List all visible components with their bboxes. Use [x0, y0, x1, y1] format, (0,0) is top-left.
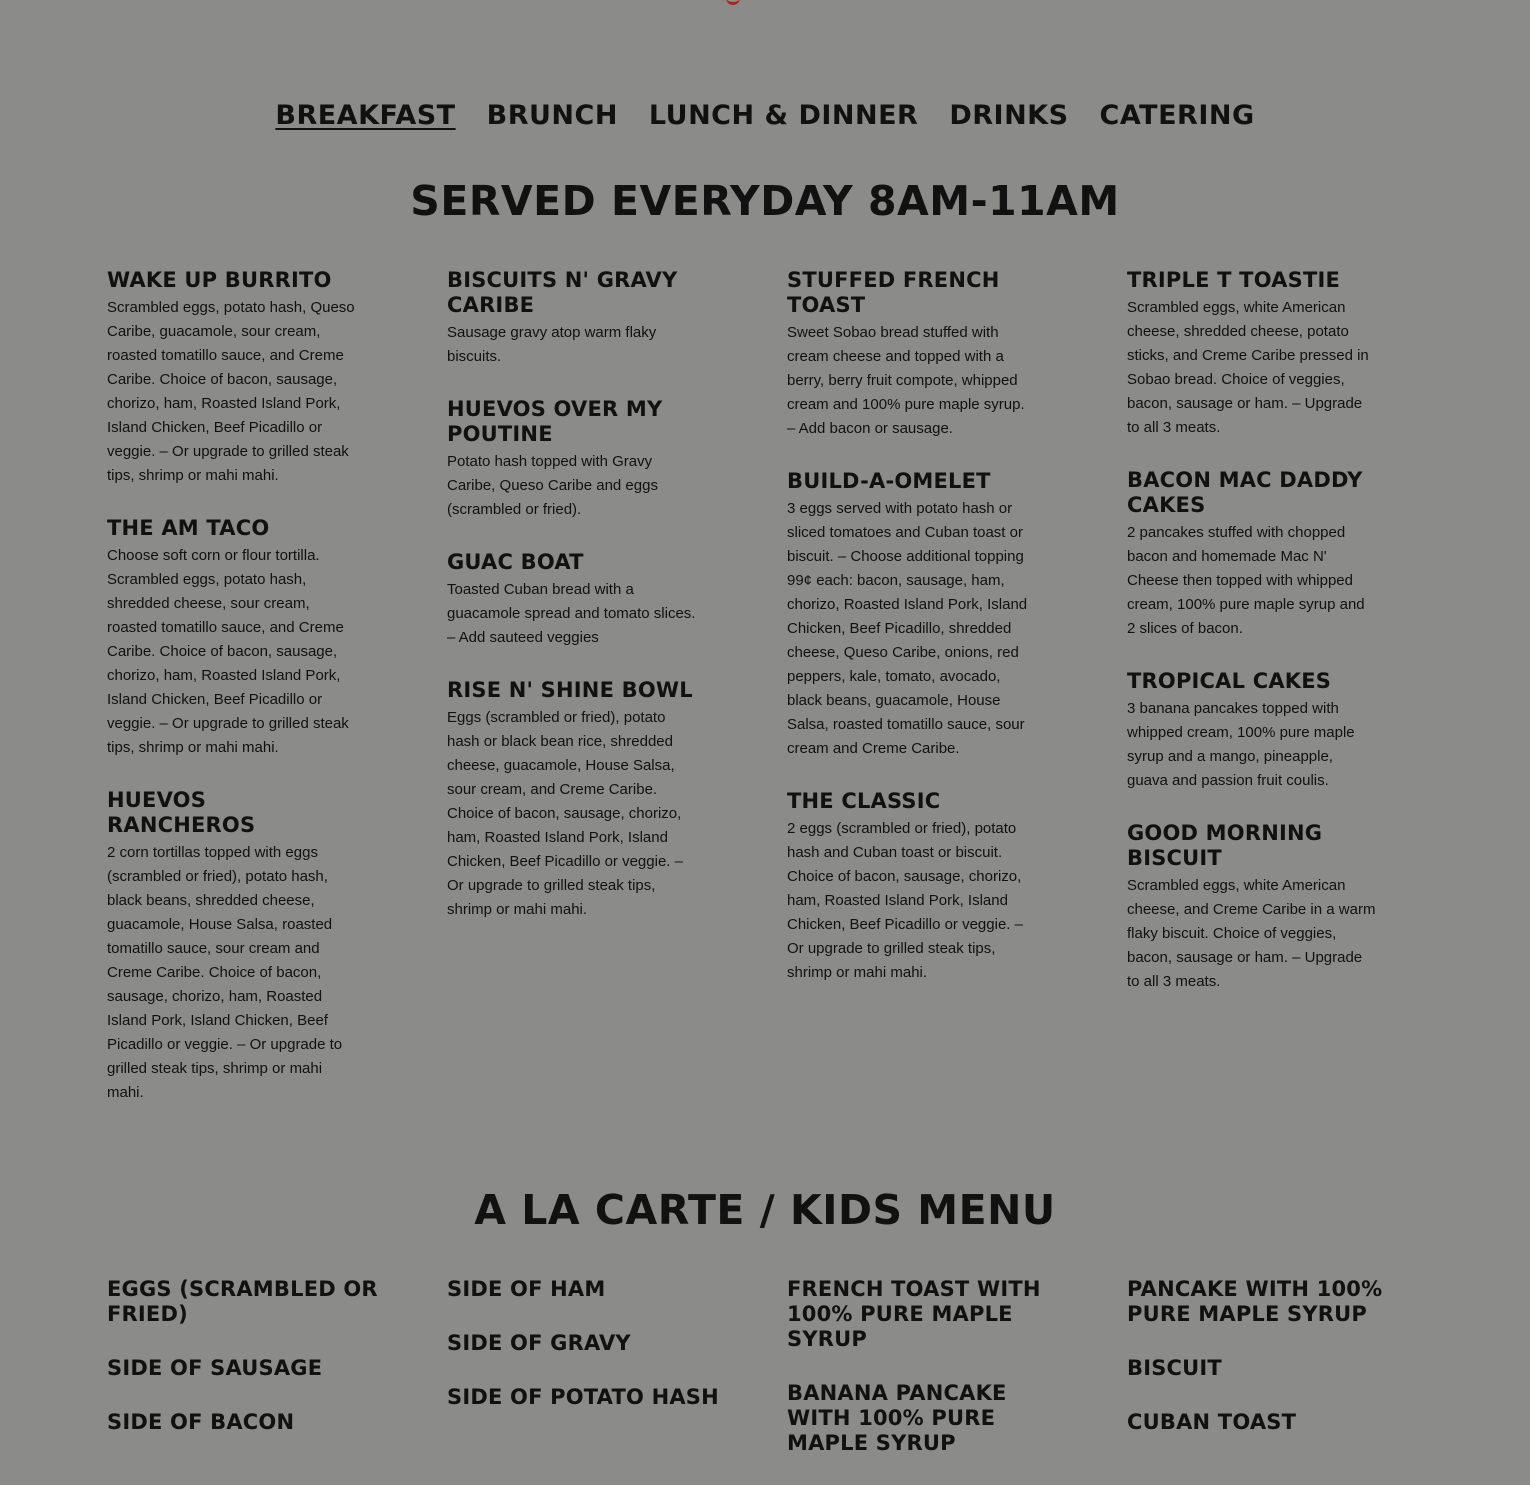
side-item-name: CUBAN TOAST — [1127, 1410, 1297, 1434]
menu-item — [787, 789, 1037, 985]
side-item — [1127, 1410, 1417, 1435]
nav-tab-breakfast[interactable]: BREAKFAST — [275, 100, 456, 131]
menu-item-description: Choose soft corn or flour tortilla. Scrambled eggs, potato hash, shredded cheese, sour cream, roasted tomatillo sauce, and Creme Caribe. Choice of bacon, sausage, chorizo, ham, Roasted Island Pork, Island Chicken, Beef Picadillo or veggie. – Or upgrade to grilled steak tips, shrimp or mahi mahi. — [107, 547, 349, 756]
menu-column — [447, 268, 787, 1133]
side-item — [787, 1277, 1077, 1352]
side-item-name: BISCUIT — [1127, 1356, 1222, 1380]
menu-column — [107, 1277, 447, 1485]
menu-item-name: TRIPLE T TOASTIE — [1127, 268, 1341, 292]
side-item-name: SIDE OF GRAVY — [447, 1331, 631, 1355]
menu-item-name: GOOD MORNING BISCUIT — [1127, 821, 1323, 870]
menu-item-name: HUEVOS OVER MY POUTINE — [447, 397, 663, 446]
menu-item-name: STUFFED FRENCH TOAST — [787, 268, 1000, 317]
menu-item-description: 2 eggs (scrambled or fried), potato hash and Cuban toast or biscuit. Choice of bacon, sausage, chorizo, ham, Roasted Island Pork, Island Chicken, Beef Picadillo or veggie. – Or upgrade to grilled steak tips, shrimp or mahi mahi. — [787, 820, 1023, 981]
menu-item-name: THE AM TACO — [107, 516, 270, 540]
menu-item — [447, 397, 697, 522]
side-item-name: EGGS (SCRAMBLED OR FRIED) — [107, 1277, 378, 1326]
side-item — [447, 1331, 737, 1356]
menu-item-name: RISE N' SHINE BOWL — [447, 678, 693, 702]
menu-item-description: Toasted Cuban bread with a guacamole spread and tomato slices. – Add sauteed veggies — [447, 581, 696, 646]
menu-item-name: WAKE UP BURRITO — [107, 268, 332, 292]
menu-item-name: BISCUITS N' GRAVY CARIBE — [447, 268, 678, 317]
menu-item-description: Sausage gravy atop warm flaky biscuits. — [447, 324, 657, 365]
menu-item — [787, 268, 1037, 441]
menu-item-name: BUILD-A-OMELET — [787, 469, 991, 493]
menu-column — [1127, 1277, 1467, 1485]
nav-tab-catering[interactable]: CATERING — [1099, 100, 1255, 131]
menu-item-name: GUAC BOAT — [447, 550, 584, 574]
menu-column — [447, 1277, 787, 1485]
side-item-name: FRENCH TOAST WITH 100% PURE MAPLE SYRUP — [787, 1277, 1041, 1351]
menu-item — [447, 268, 697, 369]
side-item — [1127, 1356, 1417, 1381]
menu-category-nav — [0, 96, 1530, 136]
a-la-carte-menu-grid — [107, 1277, 1487, 1485]
side-item-name: BANANA PANCAKE WITH 100% PURE MAPLE SYRUP — [787, 1381, 1007, 1455]
menu-item-description: Eggs (scrambled or fried), potato hash or black bean rice, shredded cheese, guacamole, House Salsa, sour cream, and Creme Caribe. Choice of bacon, sausage, chorizo, ham, Roasted Island Pork, Island Chicken, Beef Picadillo or veggie. – Or upgrade to grilled steak tips, shrimp or mahi mahi. — [447, 709, 683, 918]
side-item-name: PANCAKE WITH 100% PURE MAPLE SYRUP — [1127, 1277, 1383, 1326]
side-item — [447, 1277, 737, 1302]
menu-item-description: 3 eggs served with potato hash or sliced tomatoes and Cuban toast or biscuit. – Choose additional topping 99¢ each: bacon, sausage, ham, chorizo, Roasted Island Pork, Island Chicken, Beef Picadillo, shredded cheese, Queso Caribe, onions, red peppers, kale, tomato, avocado, black beans, guacamole, House Salsa, roasted tomatillo sauce, sour cream and Creme Caribe. — [787, 500, 1028, 757]
menu-item — [1127, 821, 1377, 994]
nav-tab-brunch[interactable]: BRUNCH — [486, 100, 618, 131]
menu-item-description: 3 banana pancakes topped with whipped cream, 100% pure maple syrup and a mango, pineapple, guava and passion fruit coulis. — [1127, 700, 1355, 789]
menu-column — [787, 268, 1127, 1133]
menu-column — [107, 268, 447, 1133]
side-item — [107, 1277, 397, 1327]
menu-item-name: THE CLASSIC — [787, 789, 941, 813]
nav-tab-drinks[interactable]: DRINKS — [949, 100, 1069, 131]
menu-item-name: HUEVOS RANCHEROS — [107, 788, 256, 837]
breakfast-section-heading: SERVED EVERYDAY 8AM-11AM — [410, 177, 1120, 225]
menu-item — [1127, 669, 1377, 793]
breakfast-menu-grid — [107, 268, 1487, 1133]
menu-item — [447, 550, 697, 650]
side-item — [107, 1356, 397, 1381]
menu-item-description: Potato hash topped with Gravy Caribe, Queso Caribe and eggs (scrambled or fried). — [447, 453, 658, 518]
menu-item-name: BACON MAC DADDY CAKES — [1127, 468, 1363, 517]
side-item — [447, 1385, 737, 1410]
side-item — [1127, 1277, 1417, 1327]
menu-item — [107, 788, 357, 1105]
menu-item — [447, 678, 697, 922]
menu-item-description: 2 corn tortillas topped with eggs (scrambled or fried), potato hash, black beans, shredded cheese, guacamole, House Salsa, roasted tomatillo sauce, sour cream and Creme Caribe. Choice of bacon, sausage, chorizo, ham, Roasted Island Pork, Island Chicken, Beef Picadillo or veggie. – Or upgrade to grilled steak tips, shrimp or mahi mahi. — [107, 844, 343, 1101]
menu-item — [1127, 468, 1377, 641]
menu-item-description: Scrambled eggs, white American cheese, shredded cheese, potato sticks, and Creme Caribe pressed in Sobao bread. Choice of veggies, bacon, sausage or ham. – Upgrade to all 3 meats. — [1127, 299, 1369, 436]
menu-item-description: 2 pancakes stuffed with chopped bacon and homemade Mac N' Cheese then topped with whipped cream, 100% pure maple syrup and 2 slices of bacon. — [1127, 524, 1365, 637]
side-item — [107, 1410, 397, 1435]
menu-item-name: TROPICAL CAKES — [1127, 669, 1332, 693]
menu-item-description: Scrambled eggs, white American cheese, and Creme Caribe in a warm flaky biscuit. Choice of veggies, bacon, sausage or ham. – Upgrade to all 3 meats. — [1127, 877, 1376, 990]
menu-item — [787, 469, 1037, 761]
menu-item — [107, 516, 357, 760]
menu-item-description: Sweet Sobao bread stuffed with cream cheese and topped with a berry, berry fruit compote, whipped cream and 100% pure maple syrup. – Add bacon or sausage. — [787, 324, 1025, 437]
side-item-name: SIDE OF POTATO HASH — [447, 1385, 719, 1409]
menu-item-description: Scrambled eggs, potato hash, Queso Caribe, guacamole, sour cream, roasted tomatillo sauce, and Creme Caribe. Choice of bacon, sausage, chorizo, ham, Roasted Island Pork, Island Chicken, Beef Picadillo or veggie. – Or upgrade to grilled steak tips, shrimp or mahi mahi. — [107, 299, 355, 484]
menu-column — [1127, 268, 1467, 1133]
nav-tab-lunch-dinner[interactable]: LUNCH & DINNER — [648, 100, 919, 131]
side-item-name: SIDE OF BACON — [107, 1410, 295, 1434]
side-item-name: SIDE OF SAUSAGE — [107, 1356, 323, 1380]
menu-item — [107, 268, 357, 488]
logo-fragment — [726, 0, 740, 5]
menu-item — [1127, 268, 1377, 440]
menu-column — [787, 1277, 1127, 1485]
side-item-name: SIDE OF HAM — [447, 1277, 606, 1301]
a-la-carte-section-heading: A LA CARTE / KIDS MENU — [474, 1186, 1056, 1234]
